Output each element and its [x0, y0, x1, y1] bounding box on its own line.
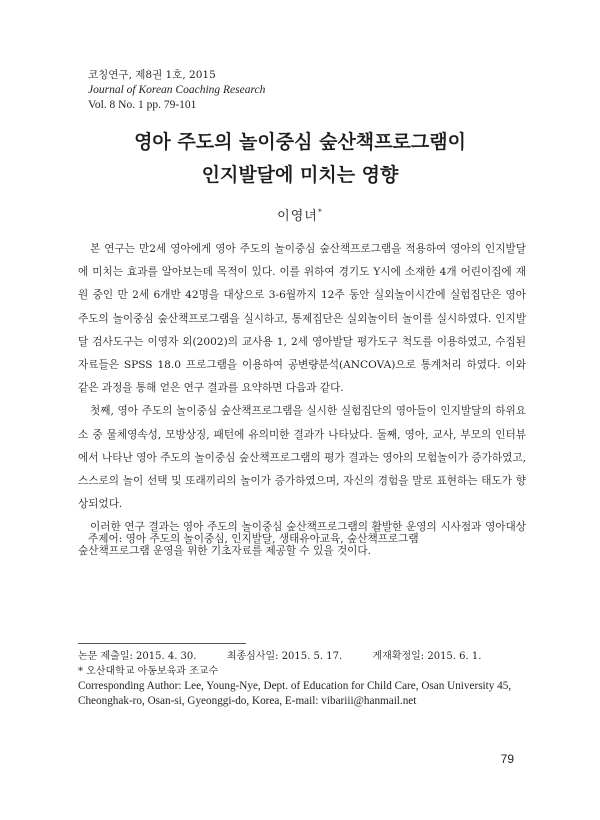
journal-volume: Vol. 8 No. 1 pp. 79-101: [88, 99, 197, 111]
keywords: 주제어: 영아 주도의 놀이중심, 인지발달, 생태유아교육, 숲산책프로그램: [88, 533, 419, 545]
footnote-divider: [78, 643, 246, 644]
author: [0, 205, 600, 224]
corresponding-author: Corresponding Author: Lee, Young-Nye, Dept. of Education for Child Care, Osan University 45, Cheonghak-ro, Osan-si, Gyeonggi-do, Korea, E-mail: vibariii@hanmail.net: [78, 680, 512, 707]
author-name: 이영녀: [277, 209, 318, 224]
abstract-paragraph: 첫째, 영아 주도의 놀이중심 숲산책프로그램을 실시한 실험집단의 영아들이 인지발달의 하위요소 중 물체영속성, 모방상징, 패턴에 유의미한 결과가 나타났다. 둘째, 영아, 교사, 부모의 인터뷰에서 나타난 영아 주도의 놀이중심 숲산책프로그램의 평가 결과는 영아의 모험놀이가 증가하였고, 스스로의 놀이 선택 및 또래끼리의 놀이가 증가하였으며, 자신의 경험을 말로 표현하는 태도가 향상되었다.: [78, 405, 526, 511]
page-number: 79: [500, 752, 514, 766]
submitted-date: 논문 제출일: 2015. 4. 30.: [78, 651, 197, 662]
title-line-2: 인지발달에 미치는 영향: [201, 164, 399, 186]
author-affiliation: * 오산대학교 아동보육과 조교수: [78, 666, 219, 677]
submission-dates: [78, 649, 538, 664]
abstract-paragraph: 본 연구는 만2세 영아에게 영아 주도의 놀이중심 숲산책프로그램을 적용하여 영아의 인지발달에 미치는 효과를 알아보는데 목적이 있다. 이를 위하여 경기도 Y시에 소재한 4개 어린이집에 재원 중인 만 2세 6개반 42명을 대상으로 3-6월까지 12주 동안 실외놀이시간에 실험집단은 영아 주도의 놀이중심 숲산책프로그램을 실시하고, 통제집단은 실외놀이터 놀이를 실시하였다. 인지발달 검사도구는 이영자 외(2002)의 교사용 1, 2세 영아발달 평가도구 척도를 이용하였고, 수집된 자료들은 SPSS 18.0 프로그램을 이용하여 공변량분석(ANCOVA)으로 통계처리 하였다. 이와 같은 과정을 통해 얻은 연구 결과를 요약하면 다음과 같다.: [78, 243, 526, 395]
abstract: [78, 238, 526, 563]
journal-korean: 코칭연구, 제8권 1호, 2015: [88, 69, 216, 81]
title-line-1: 영아 주도의 놀이중심 숲산책프로그램이: [134, 131, 466, 153]
abstract-paragraph: 이러한 연구 결과는 영아 주도의 놀이중심 숲산책프로그램의 활발한 운영의 시사점과 영아대상 숲산책프로그램 운영을 위한 기초자료를 제공할 수 있을 것이다.: [78, 521, 526, 557]
author-mark: *: [317, 207, 323, 217]
journal-english: Journal of Korean Coaching Research: [88, 84, 266, 96]
journal-info: [88, 68, 265, 113]
accepted-date: 게재확정일: 2015. 6. 1.: [372, 651, 482, 662]
reviewed-date: 최종심사일: 2015. 5. 17.: [226, 651, 343, 662]
